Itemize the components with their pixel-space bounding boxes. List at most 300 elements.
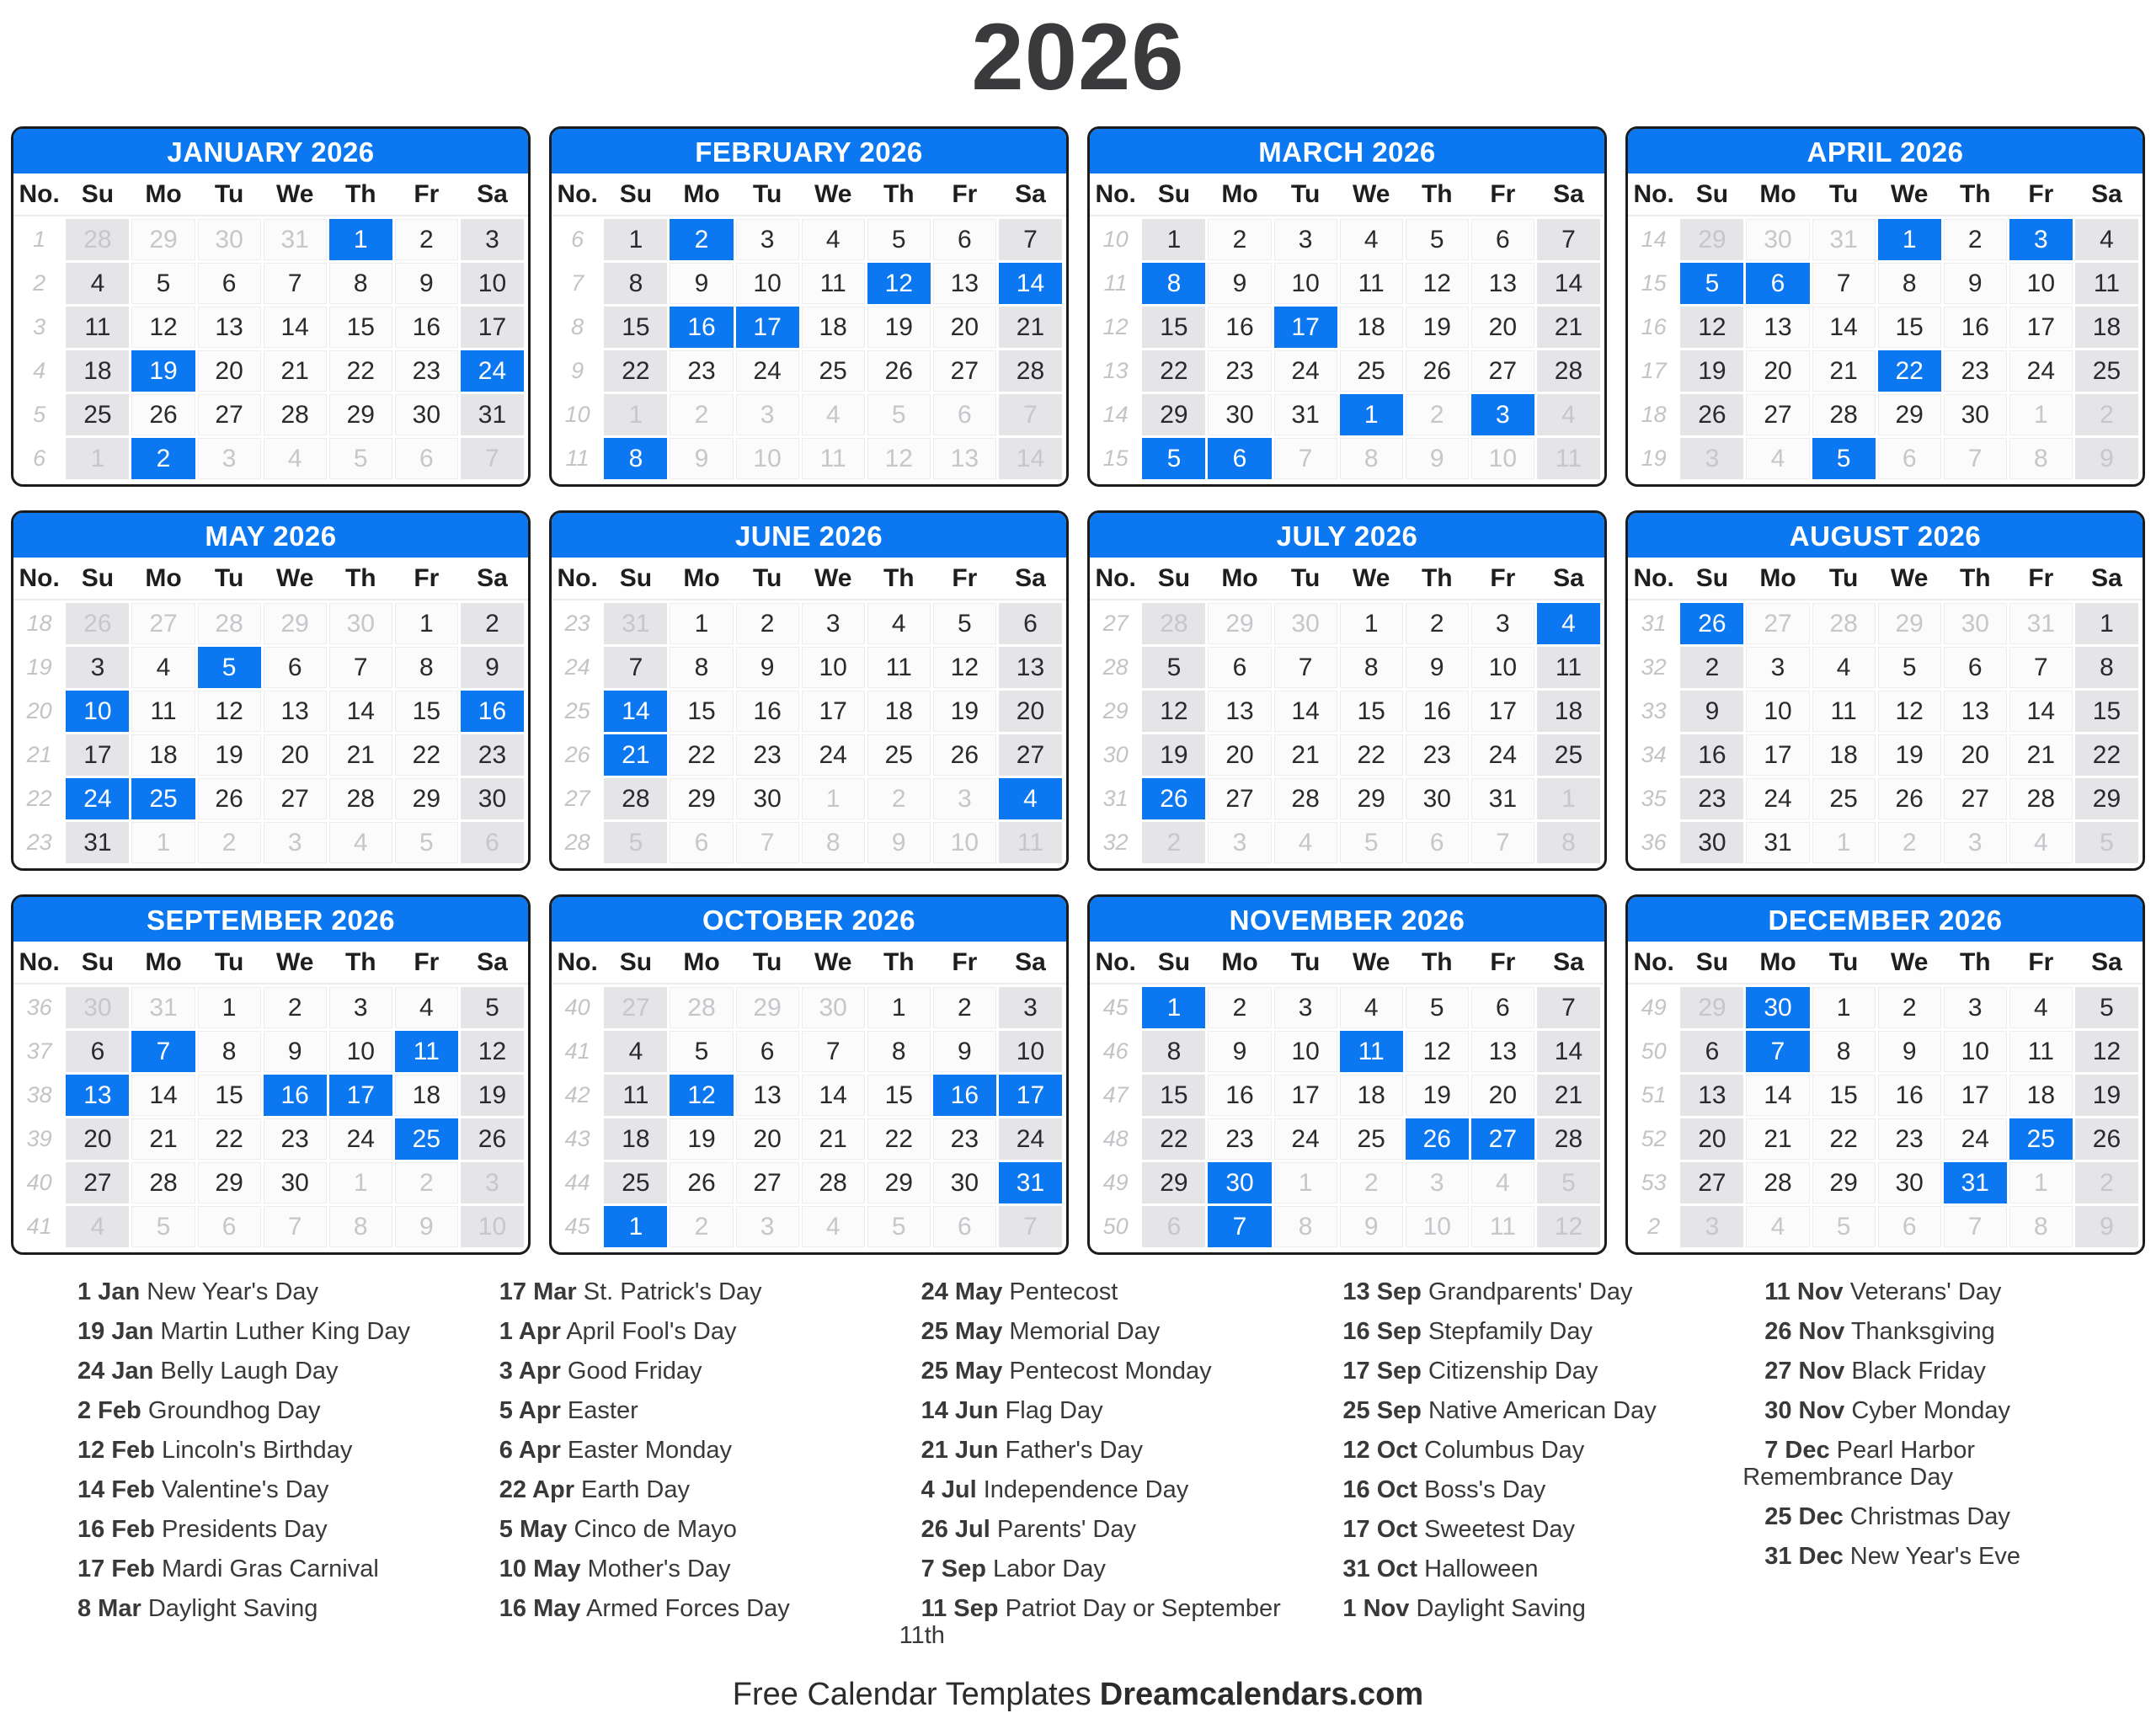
day-cell: 1 xyxy=(802,778,865,819)
month-card xyxy=(1087,126,1607,487)
day-cell: 30 xyxy=(395,394,458,435)
week-number: 48 xyxy=(1102,1126,1129,1151)
week-number: 33 xyxy=(1641,698,1667,723)
day-cell: 28 xyxy=(264,394,327,435)
holiday-name: Daylight Saving xyxy=(147,1595,318,1622)
day-cell: 8 xyxy=(1537,822,1600,863)
day-cell: 15 xyxy=(329,307,392,348)
weekday-header: Mo xyxy=(145,563,182,592)
weekday-header: Sa xyxy=(1015,563,1046,592)
day-cell: 11 xyxy=(2075,263,2138,304)
day-cell: 15 xyxy=(2075,691,2138,732)
day-cell: 2 xyxy=(2075,1162,2138,1203)
day-cell: 29 xyxy=(2075,778,2138,819)
week-number: 26 xyxy=(564,742,590,767)
holiday-entry xyxy=(56,1358,449,1385)
day-cell: 16 xyxy=(395,307,458,348)
day-cell: 8 xyxy=(2009,1206,2073,1247)
day-cell-holiday: 2 xyxy=(131,438,195,479)
week-row xyxy=(15,1075,524,1116)
day-cell: 4 xyxy=(2009,822,2073,863)
day-cell-holiday: 11 xyxy=(1340,1031,1403,1072)
day-cell: 3 xyxy=(1680,438,1743,479)
day-cell: 21 xyxy=(1537,307,1600,348)
weekday-header: Th xyxy=(1959,563,1991,592)
day-cell: 2 xyxy=(867,778,931,819)
day-cell: 17 xyxy=(66,734,129,776)
holiday-name: Belly Laugh Day xyxy=(160,1358,339,1385)
week-number: 10 xyxy=(1102,227,1129,252)
day-cell: 23 xyxy=(1406,734,1469,776)
holiday-entry xyxy=(1742,1278,2136,1305)
holiday-name: Earth Day xyxy=(581,1476,690,1503)
day-cell: 5 xyxy=(1340,822,1403,863)
day-cell: 1 xyxy=(604,394,667,435)
holiday-name: Pentecost Monday xyxy=(1009,1358,1212,1385)
day-cell-holiday: 3 xyxy=(2009,219,2073,260)
week-number: 6 xyxy=(571,227,584,252)
day-cell: 11 xyxy=(802,263,865,304)
day-cell: 15 xyxy=(1812,1075,1876,1116)
day-cell: 15 xyxy=(1340,691,1403,732)
month-title: DECEMBER 2026 xyxy=(1628,897,2143,942)
weeks-grid xyxy=(13,985,528,1252)
day-cell: 27 xyxy=(1680,1162,1743,1203)
day-cell: 13 xyxy=(736,1075,799,1116)
weekday-header: Su xyxy=(1695,947,1729,976)
day-cell: 2 xyxy=(670,1206,733,1247)
day-cell: 9 xyxy=(1944,263,2007,304)
week-row xyxy=(1091,1206,1600,1247)
footer xyxy=(0,1677,2156,1713)
day-cell: 24 xyxy=(329,1118,392,1160)
week-row xyxy=(15,350,524,392)
month-card xyxy=(11,894,531,1255)
holiday-date: 3 Apr xyxy=(499,1358,561,1385)
day-cell: 5 xyxy=(131,263,195,304)
day-cell: 23 xyxy=(736,734,799,776)
day-cell: 6 xyxy=(66,1031,129,1072)
day-cell: 1 xyxy=(131,822,195,863)
page-title: 2026 xyxy=(971,4,1185,109)
day-cell: 10 xyxy=(1274,263,1337,304)
day-cell: 4 xyxy=(264,438,327,479)
weekday-header: Th xyxy=(1959,179,1991,208)
day-cell: 5 xyxy=(1406,987,1469,1028)
day-cell: 29 xyxy=(1812,1162,1876,1203)
day-cell: 7 xyxy=(264,263,327,304)
day-cell: 17 xyxy=(802,691,865,732)
weekday-header: Su xyxy=(619,563,653,592)
holiday-entry xyxy=(1321,1556,1714,1582)
day-cell-holiday: 31 xyxy=(1944,1162,2007,1203)
week-number: 19 xyxy=(1641,446,1667,471)
weekday-header: We xyxy=(1890,947,1929,976)
months-grid xyxy=(0,126,2156,1255)
day-cell: 16 xyxy=(1680,734,1743,776)
day-cell: 7 xyxy=(736,822,799,863)
week-number: 34 xyxy=(1641,742,1667,767)
week-row xyxy=(15,778,524,819)
day-cell-holiday: 14 xyxy=(999,263,1062,304)
week-number: 40 xyxy=(26,1170,52,1195)
holiday-entry xyxy=(56,1516,449,1543)
weekday-header: Th xyxy=(883,179,915,208)
week-row xyxy=(1091,307,1600,348)
day-cell: 3 xyxy=(264,822,327,863)
week-number: 6 xyxy=(33,446,46,471)
day-cell: 28 xyxy=(604,778,667,819)
holiday-date: 22 Apr xyxy=(499,1476,574,1503)
day-cell: 12 xyxy=(1406,263,1469,304)
month-title: AUGUST 2026 xyxy=(1628,513,2143,558)
day-cell: 10 xyxy=(461,1206,524,1247)
day-cell-holiday: 22 xyxy=(1878,350,1941,392)
holiday-date: 17 Oct xyxy=(1342,1516,1418,1543)
month-card xyxy=(1625,510,2145,871)
day-cell: 2 xyxy=(264,987,327,1028)
day-cell: 1 xyxy=(1142,219,1205,260)
day-cell: 8 xyxy=(2075,647,2138,688)
day-cell: 18 xyxy=(2075,307,2138,348)
month-title: JUNE 2026 xyxy=(552,513,1066,558)
day-cell: 21 xyxy=(802,1118,865,1160)
week-row xyxy=(553,394,1062,435)
month-card xyxy=(11,126,531,487)
week-row xyxy=(1091,1162,1600,1203)
week-row xyxy=(553,1075,1062,1116)
day-cell: 19 xyxy=(1406,1075,1469,1116)
day-cell: 27 xyxy=(66,1162,129,1203)
weekday-header-row xyxy=(1628,173,2143,216)
week-number: 1 xyxy=(33,227,46,252)
day-cell: 5 xyxy=(1142,647,1205,688)
day-cell-holiday: 12 xyxy=(670,1075,733,1116)
day-cell: 3 xyxy=(66,647,129,688)
day-cell: 30 xyxy=(264,1162,327,1203)
day-cell-holiday: 2 xyxy=(670,219,733,260)
day-cell: 19 xyxy=(198,734,261,776)
day-cell: 19 xyxy=(461,1075,524,1116)
week-number: 37 xyxy=(26,1038,52,1064)
week-number: 19 xyxy=(26,654,52,680)
day-cell-holiday: 17 xyxy=(1274,307,1337,348)
week-row xyxy=(1630,307,2138,348)
month-title: MARCH 2026 xyxy=(1090,129,1604,173)
weekday-header-row xyxy=(1628,558,2143,600)
day-cell: 9 xyxy=(670,263,733,304)
day-cell: 5 xyxy=(2075,987,2138,1028)
weekday-header: Sa xyxy=(1553,947,1584,976)
weekday-header: We xyxy=(1890,563,1929,592)
weeks-grid xyxy=(552,216,1066,484)
week-row xyxy=(553,1162,1062,1203)
day-cell: 3 xyxy=(1746,647,1809,688)
weeks-grid xyxy=(1090,985,1604,1252)
day-cell: 12 xyxy=(131,307,195,348)
day-cell: 1 xyxy=(1812,987,1876,1028)
day-cell: 2 xyxy=(2075,394,2138,435)
holiday-date: 17 Mar xyxy=(499,1278,577,1305)
day-cell: 19 xyxy=(933,691,996,732)
day-cell: 23 xyxy=(670,350,733,392)
day-cell: 16 xyxy=(1944,307,2007,348)
day-cell-holiday: 24 xyxy=(66,778,129,819)
day-cell: 29 xyxy=(1878,603,1941,644)
weekday-header: Tu xyxy=(752,179,782,208)
day-cell: 11 xyxy=(1471,1206,1534,1247)
weekday-header: Tu xyxy=(1290,563,1321,592)
day-cell-holiday: 16 xyxy=(933,1075,996,1116)
day-cell: 31 xyxy=(131,987,195,1028)
week-number: 15 xyxy=(1641,270,1667,296)
day-cell: 20 xyxy=(198,350,261,392)
week-number: 2 xyxy=(33,270,46,296)
holiday-entry xyxy=(899,1556,1293,1582)
day-cell: 14 xyxy=(1274,691,1337,732)
holiday-name: Mardi Gras Carnival xyxy=(161,1556,379,1582)
day-cell: 19 xyxy=(2075,1075,2138,1116)
weekday-header: Su xyxy=(1157,179,1191,208)
day-cell: 7 xyxy=(1274,438,1337,479)
day-cell: 8 xyxy=(198,1031,261,1072)
holiday-date: 1 Jan xyxy=(77,1278,141,1305)
day-cell: 7 xyxy=(802,1031,865,1072)
day-cell: 20 xyxy=(1471,1075,1534,1116)
day-cell: 18 xyxy=(1812,734,1876,776)
week-number: 22 xyxy=(26,786,52,811)
weekday-header: Tu xyxy=(752,563,782,592)
day-cell: 15 xyxy=(670,691,733,732)
week-number: 24 xyxy=(564,654,590,680)
holiday-entry xyxy=(1321,1278,1714,1305)
day-cell: 9 xyxy=(395,263,458,304)
day-cell-holiday: 19 xyxy=(131,350,195,392)
day-cell: 4 xyxy=(867,603,931,644)
weekday-header: Fr xyxy=(1490,179,1516,208)
week-row xyxy=(553,603,1062,644)
week-number-header: No. xyxy=(1633,947,1674,976)
day-cell: 10 xyxy=(2009,263,2073,304)
day-cell: 18 xyxy=(66,350,129,392)
day-cell: 20 xyxy=(1471,307,1534,348)
day-cell: 12 xyxy=(1406,1031,1469,1072)
day-cell: 7 xyxy=(999,1206,1062,1247)
holiday-date: 5 May xyxy=(499,1516,568,1543)
holiday-entry xyxy=(478,1437,871,1464)
day-cell: 21 xyxy=(1746,1118,1809,1160)
day-cell: 24 xyxy=(999,1118,1062,1160)
month-card xyxy=(549,126,1069,487)
day-cell: 4 xyxy=(802,219,865,260)
weekday-header: Fr xyxy=(952,947,978,976)
day-cell: 24 xyxy=(1471,734,1534,776)
day-cell: 3 xyxy=(933,778,996,819)
weekday-header: We xyxy=(275,179,314,208)
week-row xyxy=(15,822,524,863)
day-cell: 7 xyxy=(999,219,1062,260)
day-cell: 27 xyxy=(198,394,261,435)
week-number: 31 xyxy=(1641,611,1667,636)
week-number: 16 xyxy=(1641,314,1667,339)
day-cell-holiday: 26 xyxy=(1142,778,1205,819)
day-cell-holiday: 25 xyxy=(131,778,195,819)
weekday-header: Fr xyxy=(414,179,440,208)
day-cell: 28 xyxy=(329,778,392,819)
day-cell: 4 xyxy=(1746,438,1809,479)
weekday-header: We xyxy=(1352,563,1390,592)
holiday-entry xyxy=(478,1278,871,1305)
week-number: 27 xyxy=(1102,611,1129,636)
day-cell: 24 xyxy=(802,734,865,776)
week-number: 38 xyxy=(26,1082,52,1107)
day-cell: 10 xyxy=(736,263,799,304)
day-cell: 20 xyxy=(66,1118,129,1160)
day-cell: 1 xyxy=(867,987,931,1028)
day-cell: 17 xyxy=(1944,1075,2007,1116)
day-cell: 22 xyxy=(867,1118,931,1160)
day-cell: 16 xyxy=(1208,307,1271,348)
weekday-header: Sa xyxy=(2091,947,2122,976)
day-cell: 4 xyxy=(66,263,129,304)
week-row xyxy=(553,350,1062,392)
day-cell: 7 xyxy=(1812,263,1876,304)
day-cell: 3 xyxy=(1680,1206,1743,1247)
day-cell-holiday: 26 xyxy=(1680,603,1743,644)
day-cell: 29 xyxy=(198,1162,261,1203)
week-number: 23 xyxy=(564,611,590,636)
day-cell: 8 xyxy=(329,263,392,304)
week-row xyxy=(1091,691,1600,732)
holiday-date: 13 Sep xyxy=(1342,1278,1422,1305)
day-cell: 19 xyxy=(670,1118,733,1160)
holiday-date: 26 Nov xyxy=(1764,1318,1845,1345)
week-row xyxy=(553,1206,1062,1247)
holiday-entry xyxy=(899,1595,1293,1649)
day-cell: 1 xyxy=(1340,603,1403,644)
day-cell: 7 xyxy=(329,647,392,688)
holiday-date: 12 Feb xyxy=(77,1437,155,1464)
weekday-header: Fr xyxy=(952,563,978,592)
week-number: 32 xyxy=(1102,830,1129,855)
holiday-date: 25 Sep xyxy=(1342,1397,1422,1424)
day-cell-holiday: 1 xyxy=(1340,394,1403,435)
week-row xyxy=(553,778,1062,819)
day-cell: 2 xyxy=(395,219,458,260)
day-cell-holiday: 31 xyxy=(999,1162,1062,1203)
footer-text: Free Calendar Templates xyxy=(732,1677,1091,1712)
day-cell: 31 xyxy=(461,394,524,435)
week-number: 41 xyxy=(26,1214,52,1239)
holiday-column xyxy=(899,1278,1293,1662)
day-cell: 20 xyxy=(933,307,996,348)
weekday-header: Mo xyxy=(1759,947,1796,976)
day-cell-holiday: 16 xyxy=(264,1075,327,1116)
holiday-name: Armed Forces Day xyxy=(586,1595,790,1622)
day-cell-holiday: 25 xyxy=(2009,1118,2073,1160)
day-cell: 10 xyxy=(1471,647,1534,688)
holiday-date: 30 Nov xyxy=(1764,1397,1845,1424)
day-cell: 26 xyxy=(131,394,195,435)
day-cell: 25 xyxy=(604,1162,667,1203)
day-cell: 9 xyxy=(461,647,524,688)
holiday-date: 26 Jul xyxy=(921,1516,990,1543)
week-row xyxy=(15,1031,524,1072)
day-cell: 12 xyxy=(461,1031,524,1072)
holiday-entry xyxy=(899,1358,1293,1385)
week-number: 45 xyxy=(1102,995,1129,1020)
day-cell: 13 xyxy=(264,691,327,732)
holiday-entry xyxy=(478,1556,871,1582)
holiday-entry xyxy=(478,1397,871,1424)
week-number: 11 xyxy=(1103,270,1128,296)
weekday-header: Fr xyxy=(2028,179,2054,208)
day-cell: 22 xyxy=(329,350,392,392)
month-title: NOVEMBER 2026 xyxy=(1090,897,1604,942)
week-number: 15 xyxy=(1102,446,1129,471)
weekday-header-row xyxy=(1090,942,1604,985)
day-cell: 3 xyxy=(1274,987,1337,1028)
day-cell: 6 xyxy=(933,394,996,435)
day-cell: 4 xyxy=(2009,987,2073,1028)
day-cell: 21 xyxy=(1537,1075,1600,1116)
week-number: 30 xyxy=(1102,742,1129,767)
day-cell: 29 xyxy=(670,778,733,819)
weekday-header: We xyxy=(1890,179,1929,208)
holiday-entry xyxy=(899,1437,1293,1464)
day-cell: 29 xyxy=(395,778,458,819)
day-cell: 2 xyxy=(1680,647,1743,688)
holiday-name: Boss's Day xyxy=(1424,1476,1546,1503)
day-cell: 31 xyxy=(604,603,667,644)
day-cell: 30 xyxy=(329,603,392,644)
weekday-header: Su xyxy=(81,563,115,592)
day-cell: 6 xyxy=(1680,1031,1743,1072)
day-cell: 3 xyxy=(802,603,865,644)
holiday-name: Parents' Day xyxy=(996,1516,1136,1543)
weeks-grid xyxy=(1090,600,1604,868)
weekday-header-row xyxy=(1628,942,2143,985)
weekday-header: Tu xyxy=(1828,563,1859,592)
day-cell: 26 xyxy=(1406,350,1469,392)
holiday-entry xyxy=(1742,1543,2136,1570)
weekday-header: Sa xyxy=(1015,947,1046,976)
day-cell: 14 xyxy=(802,1075,865,1116)
weekday-header-row xyxy=(13,942,528,985)
week-row xyxy=(1630,603,2138,644)
day-cell: 28 xyxy=(1537,350,1600,392)
week-row xyxy=(15,691,524,732)
holiday-date: 17 Feb xyxy=(77,1556,155,1582)
week-row xyxy=(553,822,1062,863)
weekday-header-row xyxy=(552,173,1066,216)
day-cell: 6 xyxy=(1878,438,1941,479)
day-cell: 10 xyxy=(461,263,524,304)
week-number: 13 xyxy=(1102,358,1129,383)
holiday-entry xyxy=(478,1318,871,1345)
day-cell: 19 xyxy=(1680,350,1743,392)
day-cell: 30 xyxy=(1944,394,2007,435)
holiday-entry xyxy=(1742,1318,2136,1345)
holiday-name: Grandparents' Day xyxy=(1428,1278,1633,1305)
day-cell: 9 xyxy=(1340,1206,1403,1247)
day-cell-holiday: 1 xyxy=(1878,219,1941,260)
holiday-name: New Year's Day xyxy=(147,1278,319,1305)
day-cell: 1 xyxy=(198,987,261,1028)
week-number-header: No. xyxy=(1633,563,1674,592)
weekday-header: Su xyxy=(1157,947,1191,976)
week-number-header: No. xyxy=(557,563,598,592)
